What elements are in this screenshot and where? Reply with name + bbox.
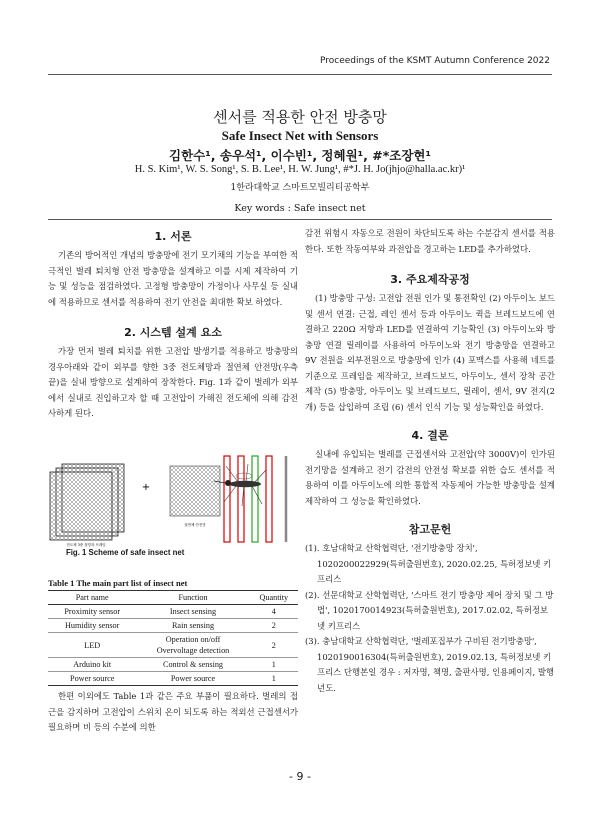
section-heading-intro: 1. 서론 [154,230,192,243]
keywords: Key words : Safe insect net [234,203,366,214]
affiliation: 1한라대학교 스마트모빌리티공학부 [230,183,370,193]
figure-caption: Fig. 1 Scheme of safe insect net [66,548,185,557]
table-cell: Arduino kit [73,660,112,669]
table-cell: 4 [271,607,276,616]
keywords-rule [48,219,552,220]
table-header-cell: Part name [75,593,109,602]
title-english: Safe Insect Net with Sensors [221,128,379,143]
table-header-row [48,591,298,605]
table-row [48,619,298,633]
design-paragraph-continued: 한편 이외에도 Table 1과 같은 주요 부품이 필요하다. 벌레의 접근을 감지하며 고전압이 스위치 온이 되도록 하는 적외선 근접센서가 필요하며 비 등의 수분에 의한 [48,691,298,732]
conductor-mesh-label: 전도체 3중 철망과 프레임 [66,543,106,547]
reference-item: (2). 선문대학교 산학협력단, '스마트 전기 방충망 제어 장치 및 그 방법', 1020170014923(특허출원번호), 2017.02.02, 특허정보넷 키프리스 [305,589,554,631]
design-paragraph-right: 감전 위험시 자동으로 전원이 차단되도록 하는 수분감지 센서를 적용한다. 또한 작동여부와 과전압을 경고하는 LED를 추가하였다. [305,228,555,254]
parts-table [48,590,298,686]
conclusion-paragraph: 실내에 유입되는 벌레를 근접센서와 고전압(약 3000V)이 인가된 전기망을 설계하고 전기 감전의 안전성 확보를 위한 습도 센서를 적용하여 이를 아두이노에 의한 통합적 자동제어 가능한 방충망을 설계 제작하여 그 성능을 확인하였다. [305,449,555,506]
left-column-tail [48,689,298,736]
left-column [48,228,298,422]
design-paragraph: 가장 먼저 벌레 퇴치를 위한 고전압 발생기를 적용하고 방충망의 경우아래와 같이 외부를 향한 3중 전도체망과 절연체 안전망(우측 끝)을 실내 방향으로 설계하여 장착한다. Fig. 1과 같이 벌레가 외부에서 실내로 진입하고자 할 때 고전압이 가해진 전도체에 의해 감전사하게 된다. [48,346,298,418]
authors-english: H. S. Kim¹, W. S. Song¹, S. B. Lee¹, H. W. Jung¹, #*J. H. Jo(jhjo@halla.ac.kr)¹ [134,164,466,175]
header-rule [48,74,552,75]
table-cell: 1 [271,674,276,683]
page-number: - 9 - [289,770,311,783]
figure-insect-net-scheme [48,450,298,548]
table-cell: 2 [271,621,276,630]
section-heading-fabrication: 3. 주요제작공정 [390,273,470,286]
table-cell: Power source [170,674,216,683]
section-heading-conclusion: 4. 결론 [411,429,449,442]
net-side-view [224,456,286,542]
conductor-mesh-drawing [50,464,124,540]
table-cell: LED [84,640,101,650]
table-header-cell: Quantity [259,593,289,602]
insulator-mesh-drawing [170,466,220,516]
running-head: Proceedings of the KSMT Autumn Conference 2022 [319,56,550,66]
table-header-cell: Function [178,593,208,602]
table-row [48,605,298,619]
table-cell: Insect sensing [169,607,217,616]
authors-korean: 김한수¹, 송우석¹, 이수빈¹, 정혜원¹, #*조장현¹ [169,148,431,163]
reference-item: (1). 호남대학교 산학협력단, '전기방충망 장치', 1020200022929(특허출원번호), 2020.02.25, 특허정보넷 키프리스 [305,543,552,584]
intro-paragraph: 기존의 방어적인 개념의 방충망에 전기 모기채의 기능을 부여한 적극적인 벌레 퇴치형 안전 방충망을 설계하고 이를 시제 제작하여 기능 및 성능을 점검하였다. 고정형 방충망이 가정이나 사무실 등 실내에 적용하므로 센서를 적용하여 전기 안전을 최대한 확보 하였다. [48,250,298,307]
table-row [48,658,298,672]
figure-drawing [48,450,298,548]
section-heading-references: 참고문헌 [408,523,452,536]
table-cell: Control & sensing [162,660,224,669]
reference-item: (3). 충남대학교 산학협력단, '벌레포집부가 구비된 전기방충망', 1020190016304(특허출원번호), 2019.02.13, 특허정보넷 키프리스 단행본일 경우 : 저자명, 책명, 출판사명, 인용페이지, 발행년도. [305,636,555,693]
fabrication-paragraph: (1) 방충망 구성: 고전압 전원 인가 및 통전확인 (2) 아두이노 보드 및 센서 연결: 근접, 레인 센서 등과 아두이노 퀵을 브레드보드에 연결하고 220Ω 저항과 LED를 연결하여 기능확인 (3) 아두이노와 방충망 연결 릴레이를 사용하여 아두이노와 전기 방충망을 연결하고 9V 전원을 외부전원으로 방충망에 인가 (4) 포맥스를 사용해 네트를 기준으로 프레임을 제작하고, 브레드보드, 아두이노, 센서 장착 공간 제작 (5) 방충망, 아두이노 및 브레드보드, 릴레이, 센서, 9V 전지(2개) 등을 삽입하여 조립 (6) 센서 인식 기능 및 성능확인을 하였다. [305,293,555,412]
table-cell: Power source [70,674,115,683]
table-cell: 2 [271,640,276,650]
table-cell: 1 [271,660,276,669]
table-cell: Rain sensing [171,621,215,630]
section-heading-design: 2. 시스템 설계 요소 [124,326,222,339]
table-cell: Proximity sensor [64,607,121,616]
plus-sign: + [141,482,151,493]
table-cell: Operation on/off Overvoltage detection [156,635,230,655]
title-korean: 센서를 적용한 안전 방충망 [213,108,387,126]
table-row [48,633,298,658]
table-row [48,672,298,686]
right-column [305,226,555,696]
insulator-mesh-label: 절연체 안전망 [184,523,206,527]
table-caption: Table 1 The main part list of insect net [48,578,188,588]
table-cell: Humidity sensor [65,621,120,630]
